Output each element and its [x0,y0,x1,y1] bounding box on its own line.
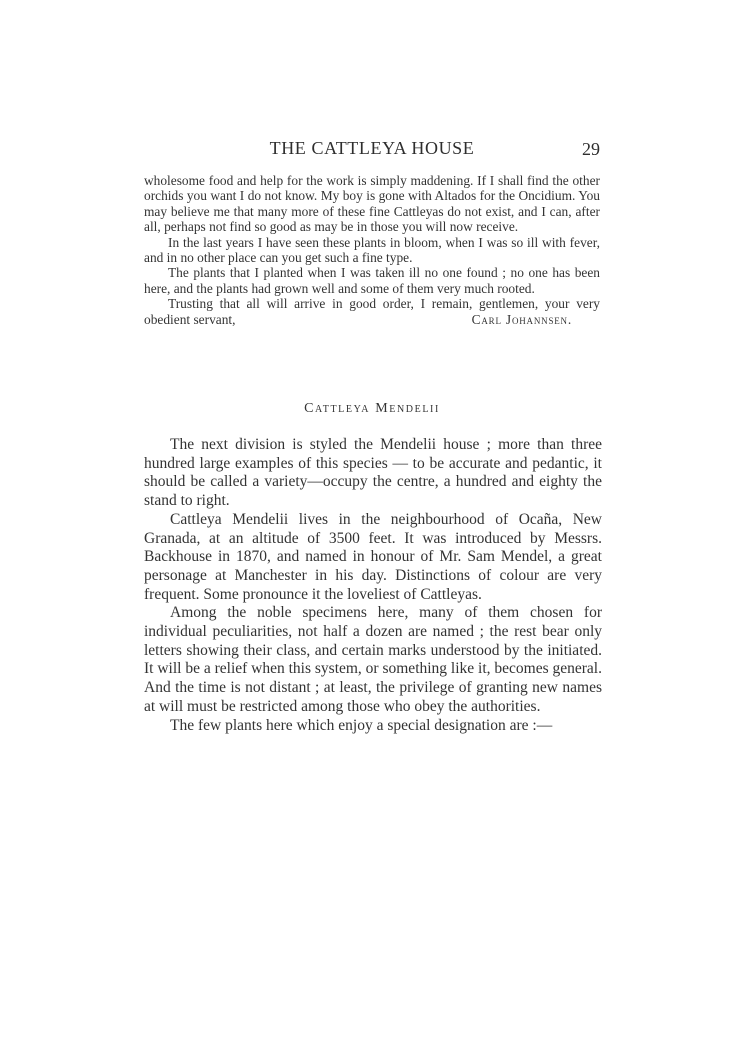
letter-closing: Trusting that all will arrive in good order, I remain, gentlemen, your very obedient servant, [144,296,600,327]
body-paragraph: Cattleya Mendelii lives in the neighbourhood of Ocaña, New Granada, at an altitude of 3500 feet. It was introduced by Messrs. Backhouse in 1870, and named in honour of Mr. Sam Mendel, a great personage at Manchester in his day. Distinctions of colour are very frequent. Some pronounce it the loveliest of Cattleyas. [144,510,602,603]
letter-paragraph: In the last years I have seen these plants in bloom, when I was so ill with fever, and in no other place can you get such a fine type. [144,234,600,266]
body-paragraph: The next division is styled the Mendelii house ; more than three hundred large examples of this species — to be accurate and pedantic, it should be called a variety—occupy the centre, a hundred and eighty the stand to right. [144,436,602,510]
letter-signoff [144,296,600,327]
body-paragraph: The few plants here which enjoy a special designation are :— [170,716,553,734]
section-heading: Cattleya Mendelii [304,401,440,416]
letter-paragraph: wholesome food and help for the work is simply maddening. If I shall find the other orchids you want I do not know. My boy is gone with Altados for the Oncidium. You may believe me that many more of these fine Cattleyas do not exist, and I can, after all, perhaps not find so good as may be in those you will now receive. [144,173,600,235]
letter-signature: Carl Johannsen. [471,311,572,327]
letter-excerpt [144,173,600,327]
section-body [144,436,602,735]
body-paragraph: Among the noble specimens here, many of them chosen for individual peculiarities, not half a dozen are named ; the rest bear only letters showing their class, and certain marks understood by the initiated. It will be a relief when this system, or something like it, becomes general. And the time is not distant ; at least, the privilege of granting new names at will must be restricted among those who obey the authorities. [144,604,602,715]
running-head [144,138,600,162]
letter-paragraph: The plants that I planted when I was taken ill no one found ; no one has been here, and the plants had grown well and some of them very much rooted. [144,265,600,296]
page-number: 29 [582,139,600,159]
running-title: THE CATTLEYA HOUSE [269,138,475,158]
